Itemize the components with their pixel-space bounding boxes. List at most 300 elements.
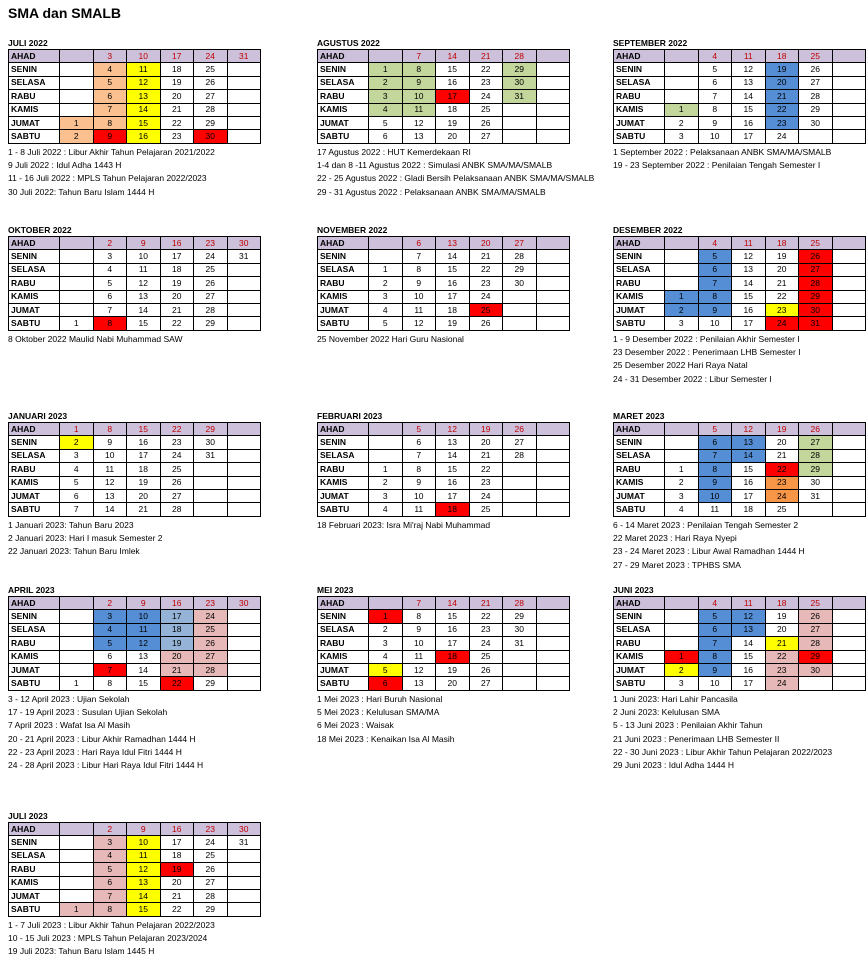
date-cell: 14 <box>732 637 766 650</box>
date-cell <box>536 637 570 650</box>
date-cell: 10 <box>402 489 436 502</box>
date-cell: 26 <box>194 863 228 876</box>
date-cell: 1 <box>369 263 403 276</box>
date-cell: 6 <box>402 436 436 449</box>
date-cell: 25 <box>469 303 503 316</box>
day-name-cell: SELASA <box>614 76 665 89</box>
date-cell <box>60 836 94 849</box>
date-cell: 13 <box>732 623 766 636</box>
event-notes <box>613 693 866 773</box>
date-cell: 6 <box>698 436 732 449</box>
date-cell: 24 <box>765 489 799 502</box>
month-block <box>8 411 261 559</box>
date-cell: 4 <box>93 63 127 76</box>
day-name-cell: SENIN <box>9 436 60 449</box>
week-row <box>9 423 261 436</box>
date-cell: 15 <box>436 63 470 76</box>
date-cell <box>60 76 94 89</box>
date-cell <box>369 436 403 449</box>
day-name-cell: RABU <box>9 277 60 290</box>
date-cell: 6 <box>93 90 127 103</box>
date-cell: 14 <box>732 449 766 462</box>
date-cell <box>832 90 866 103</box>
day-name-cell: SABTU <box>9 503 60 516</box>
date-cell <box>832 623 866 636</box>
date-cell <box>536 290 570 303</box>
week-row <box>318 663 570 676</box>
week-row <box>9 903 261 916</box>
month-title: AGUSTUS 2022 <box>317 38 380 48</box>
date-cell: 9 <box>127 823 161 836</box>
date-cell: 30 <box>227 597 261 610</box>
date-cell <box>832 449 866 462</box>
event-note: 1-4 dan 8 -11 Agustus 2022 : Simulasi ANBK SMA/MA/SMALB <box>317 160 553 171</box>
week-row <box>318 250 570 263</box>
date-cell: 5 <box>60 476 94 489</box>
date-cell: 7 <box>698 637 732 650</box>
date-cell: 26 <box>469 663 503 676</box>
date-cell: 23 <box>194 237 228 250</box>
date-cell: 21 <box>469 597 503 610</box>
date-cell: 31 <box>227 836 261 849</box>
date-cell <box>832 263 866 276</box>
date-cell: 15 <box>732 650 766 663</box>
date-cell: 20 <box>436 130 470 143</box>
day-name-cell: RABU <box>318 637 369 650</box>
week-row <box>9 237 261 250</box>
date-cell: 27 <box>194 650 228 663</box>
day-name-cell: SABTU <box>9 677 60 690</box>
date-cell <box>227 303 261 316</box>
day-name-cell: JUMAT <box>9 116 60 129</box>
date-cell <box>503 116 537 129</box>
day-name-cell: JUMAT <box>614 303 665 316</box>
date-cell <box>227 449 261 462</box>
day-name-cell: AHAD <box>318 237 369 250</box>
date-cell: 19 <box>160 637 194 650</box>
day-name-cell: AHAD <box>9 50 60 63</box>
month-table <box>8 236 261 331</box>
date-cell: 2 <box>93 823 127 836</box>
week-row <box>9 836 261 849</box>
date-cell: 24 <box>469 90 503 103</box>
date-cell <box>832 130 866 143</box>
date-cell <box>369 597 403 610</box>
date-cell: 21 <box>469 50 503 63</box>
date-cell: 19 <box>436 663 470 676</box>
date-cell <box>60 597 94 610</box>
date-cell: 15 <box>436 463 470 476</box>
event-note: 1 - 9 Desember 2022 : Penilaian Akhir Semester I <box>613 333 800 344</box>
date-cell: 18 <box>765 50 799 63</box>
day-name-cell: SENIN <box>9 63 60 76</box>
week-row <box>9 463 261 476</box>
week-row <box>9 449 261 462</box>
date-cell: 14 <box>436 597 470 610</box>
date-cell <box>503 317 537 330</box>
date-cell: 1 <box>60 903 94 916</box>
date-cell: 3 <box>93 836 127 849</box>
date-cell <box>665 63 699 76</box>
date-cell: 5 <box>402 423 436 436</box>
week-row <box>9 677 261 690</box>
date-cell: 4 <box>93 849 127 862</box>
week-row <box>9 597 261 610</box>
date-cell: 26 <box>194 637 228 650</box>
month-table <box>8 822 261 917</box>
date-cell: 21 <box>160 303 194 316</box>
date-cell <box>503 677 537 690</box>
date-cell: 24 <box>469 489 503 502</box>
date-cell: 10 <box>402 637 436 650</box>
date-cell: 13 <box>436 237 470 250</box>
date-cell: 3 <box>93 610 127 623</box>
date-cell: 15 <box>127 677 161 690</box>
day-name-cell: SENIN <box>9 836 60 849</box>
date-cell <box>832 503 866 516</box>
day-name-cell: JUMAT <box>318 663 369 676</box>
date-cell: 25 <box>799 237 833 250</box>
date-cell: 16 <box>732 303 766 316</box>
date-cell: 21 <box>765 637 799 650</box>
event-notes <box>613 333 866 386</box>
week-row <box>9 823 261 836</box>
date-cell <box>503 290 537 303</box>
date-cell: 13 <box>127 290 161 303</box>
date-cell <box>536 317 570 330</box>
event-notes <box>317 693 570 746</box>
day-name-cell: KAMIS <box>318 650 369 663</box>
week-row <box>9 50 261 63</box>
date-cell: 30 <box>799 303 833 316</box>
week-row <box>9 76 261 89</box>
month-table <box>613 422 866 517</box>
date-cell: 10 <box>127 836 161 849</box>
date-cell: 18 <box>732 503 766 516</box>
week-row <box>9 90 261 103</box>
week-row <box>614 250 866 263</box>
date-cell <box>536 489 570 502</box>
event-note: 17 - 19 April 2023 : Susulan Ujian Sekolah <box>8 707 168 718</box>
day-name-cell: AHAD <box>318 597 369 610</box>
day-name-cell: SELASA <box>9 849 60 862</box>
day-name-cell: SABTU <box>9 317 60 330</box>
date-cell: 11 <box>402 103 436 116</box>
week-row <box>614 449 866 462</box>
date-cell: 31 <box>194 449 228 462</box>
day-name-cell: KAMIS <box>614 103 665 116</box>
date-cell: 23 <box>765 663 799 676</box>
event-note: 21 Juni 2023 : Penerimaan LHB Semester II <box>613 733 780 744</box>
date-cell <box>832 597 866 610</box>
date-cell: 12 <box>732 63 766 76</box>
date-cell: 11 <box>402 650 436 663</box>
date-cell: 28 <box>194 103 228 116</box>
day-name-cell: KAMIS <box>9 290 60 303</box>
week-row <box>614 76 866 89</box>
day-name-cell: JUMAT <box>614 489 665 502</box>
date-cell <box>832 63 866 76</box>
date-cell: 3 <box>93 50 127 63</box>
date-cell: 26 <box>160 476 194 489</box>
date-cell: 12 <box>127 637 161 650</box>
week-row <box>614 610 866 623</box>
date-cell: 7 <box>698 90 732 103</box>
date-cell <box>536 103 570 116</box>
week-row <box>9 436 261 449</box>
month-table <box>317 236 570 331</box>
date-cell <box>60 637 94 650</box>
date-cell: 21 <box>160 889 194 902</box>
event-note: 29 Juni 2023 : Idul Adha 1444 H <box>613 760 734 771</box>
date-cell: 12 <box>127 863 161 876</box>
date-cell <box>536 303 570 316</box>
date-cell: 17 <box>732 677 766 690</box>
month-title: OKTOBER 2022 <box>8 225 72 235</box>
day-name-cell: RABU <box>614 463 665 476</box>
date-cell: 4 <box>369 503 403 516</box>
date-cell: 6 <box>93 650 127 663</box>
date-cell: 17 <box>160 836 194 849</box>
date-cell: 17 <box>732 317 766 330</box>
date-cell: 21 <box>127 503 161 516</box>
event-notes <box>317 519 570 532</box>
date-cell: 11 <box>698 503 732 516</box>
day-name-cell: SELASA <box>614 449 665 462</box>
date-cell: 29 <box>194 677 228 690</box>
week-row <box>614 637 866 650</box>
date-cell: 7 <box>402 449 436 462</box>
date-cell <box>227 876 261 889</box>
date-cell: 9 <box>698 116 732 129</box>
date-cell <box>832 610 866 623</box>
month-title: NOVEMBER 2022 <box>317 225 388 235</box>
date-cell: 8 <box>698 103 732 116</box>
date-cell <box>832 677 866 690</box>
date-cell <box>194 503 228 516</box>
week-row <box>318 476 570 489</box>
date-cell <box>227 90 261 103</box>
date-cell: 22 <box>160 116 194 129</box>
date-cell <box>665 610 699 623</box>
date-cell <box>60 290 94 303</box>
date-cell <box>194 489 228 502</box>
date-cell: 13 <box>402 130 436 143</box>
date-cell: 29 <box>503 63 537 76</box>
date-cell: 5 <box>369 116 403 129</box>
date-cell: 3 <box>369 90 403 103</box>
date-cell <box>665 637 699 650</box>
date-cell: 1 <box>665 463 699 476</box>
month-block <box>613 585 866 773</box>
date-cell: 11 <box>402 503 436 516</box>
date-cell: 27 <box>503 237 537 250</box>
week-row <box>614 623 866 636</box>
date-cell: 28 <box>503 449 537 462</box>
day-name-cell: KAMIS <box>9 103 60 116</box>
event-notes <box>613 146 866 173</box>
date-cell: 29 <box>503 263 537 276</box>
date-cell: 14 <box>436 449 470 462</box>
date-cell: 4 <box>369 103 403 116</box>
week-row <box>318 623 570 636</box>
date-cell: 9 <box>698 476 732 489</box>
date-cell: 28 <box>799 277 833 290</box>
day-name-cell: SELASA <box>318 449 369 462</box>
day-name-cell: AHAD <box>9 237 60 250</box>
date-cell: 28 <box>194 663 228 676</box>
week-row <box>614 103 866 116</box>
date-cell: 3 <box>665 130 699 143</box>
week-row <box>614 50 866 63</box>
date-cell: 19 <box>469 423 503 436</box>
date-cell: 24 <box>469 637 503 650</box>
day-name-cell: SABTU <box>614 677 665 690</box>
month-title: JULI 2023 <box>8 811 48 821</box>
date-cell: 28 <box>799 449 833 462</box>
date-cell: 23 <box>469 476 503 489</box>
date-cell: 2 <box>93 237 127 250</box>
date-cell: 4 <box>93 623 127 636</box>
date-cell: 20 <box>469 237 503 250</box>
date-cell <box>536 90 570 103</box>
date-cell: 11 <box>732 597 766 610</box>
week-row <box>614 423 866 436</box>
date-cell: 20 <box>765 623 799 636</box>
date-cell: 14 <box>436 50 470 63</box>
event-note: 3 - 12 April 2023 : Ujian Sekolah <box>8 693 130 704</box>
week-row <box>318 597 570 610</box>
day-name-cell: KAMIS <box>318 290 369 303</box>
date-cell: 8 <box>698 290 732 303</box>
date-cell: 12 <box>127 76 161 89</box>
date-cell: 6 <box>698 623 732 636</box>
date-cell: 21 <box>160 103 194 116</box>
event-note: 2 Januari 2023: Hari I masuk Semester 2 <box>8 533 163 544</box>
week-row <box>318 463 570 476</box>
day-name-cell: AHAD <box>318 423 369 436</box>
date-cell: 2 <box>665 663 699 676</box>
event-note: 29 - 31 Agustus 2022 : Pelaksanaan ANBK SMA/MA/SMALB <box>317 186 546 197</box>
date-cell: 6 <box>93 290 127 303</box>
date-cell: 23 <box>160 130 194 143</box>
date-cell: 30 <box>503 623 537 636</box>
day-name-cell: JUMAT <box>9 663 60 676</box>
date-cell: 21 <box>469 449 503 462</box>
date-cell: 24 <box>469 290 503 303</box>
date-cell: 8 <box>93 903 127 916</box>
month-block <box>317 585 570 746</box>
date-cell: 19 <box>765 250 799 263</box>
date-cell <box>832 50 866 63</box>
month-table <box>8 596 261 691</box>
date-cell: 26 <box>194 277 228 290</box>
date-cell: 26 <box>799 610 833 623</box>
month-title: MARET 2023 <box>613 411 665 421</box>
date-cell: 28 <box>160 503 194 516</box>
date-cell: 11 <box>127 623 161 636</box>
date-cell: 23 <box>765 476 799 489</box>
date-cell: 7 <box>93 663 127 676</box>
date-cell: 9 <box>698 663 732 676</box>
month-table <box>317 49 570 144</box>
date-cell: 9 <box>402 476 436 489</box>
week-row <box>9 863 261 876</box>
date-cell: 30 <box>503 277 537 290</box>
date-cell: 1 <box>369 463 403 476</box>
date-cell: 8 <box>93 116 127 129</box>
date-cell: 28 <box>799 90 833 103</box>
date-cell: 20 <box>765 76 799 89</box>
date-cell: 1 <box>665 650 699 663</box>
date-cell <box>60 663 94 676</box>
month-block <box>8 38 261 199</box>
date-cell <box>194 463 228 476</box>
date-cell <box>503 103 537 116</box>
date-cell: 16 <box>127 436 161 449</box>
date-cell: 17 <box>436 290 470 303</box>
date-cell: 18 <box>765 597 799 610</box>
date-cell: 12 <box>402 317 436 330</box>
date-cell: 27 <box>799 623 833 636</box>
date-cell <box>536 63 570 76</box>
date-cell: 7 <box>93 303 127 316</box>
day-name-cell: SABTU <box>614 317 665 330</box>
week-row <box>318 449 570 462</box>
event-note: 25 Desember 2022 Hari Raya Natal <box>613 360 748 371</box>
month-block <box>613 411 866 572</box>
date-cell: 20 <box>469 436 503 449</box>
date-cell: 30 <box>227 237 261 250</box>
week-row <box>318 436 570 449</box>
day-name-cell: JUMAT <box>614 116 665 129</box>
day-name-cell: JUMAT <box>318 489 369 502</box>
month-table <box>317 596 570 691</box>
date-cell: 9 <box>402 277 436 290</box>
week-row <box>9 103 261 116</box>
month-title: DESEMBER 2022 <box>613 225 683 235</box>
date-cell: 17 <box>732 130 766 143</box>
day-name-cell: RABU <box>9 463 60 476</box>
date-cell: 5 <box>369 663 403 676</box>
date-cell: 9 <box>127 597 161 610</box>
date-cell <box>832 116 866 129</box>
day-name-cell: SABTU <box>318 677 369 690</box>
week-row <box>614 130 866 143</box>
date-cell: 15 <box>127 317 161 330</box>
week-row <box>9 663 261 676</box>
week-row <box>9 116 261 129</box>
date-cell <box>60 303 94 316</box>
event-note: 7 April 2023 : Wafat Isa Al Masih <box>8 720 131 731</box>
date-cell: 16 <box>436 76 470 89</box>
date-cell <box>832 436 866 449</box>
date-cell: 13 <box>732 76 766 89</box>
date-cell <box>60 50 94 63</box>
event-notes <box>8 146 261 199</box>
date-cell: 19 <box>436 317 470 330</box>
date-cell: 26 <box>799 250 833 263</box>
event-note: 11 - 16 Juli 2022 : MPLS Tahun Pelajaran 2022/2023 <box>8 173 207 184</box>
date-cell <box>799 677 833 690</box>
date-cell <box>60 863 94 876</box>
date-cell: 22 <box>469 463 503 476</box>
date-cell: 23 <box>765 116 799 129</box>
day-name-cell: SELASA <box>318 76 369 89</box>
day-name-cell: AHAD <box>614 50 665 63</box>
date-cell: 29 <box>799 290 833 303</box>
week-row <box>318 489 570 502</box>
